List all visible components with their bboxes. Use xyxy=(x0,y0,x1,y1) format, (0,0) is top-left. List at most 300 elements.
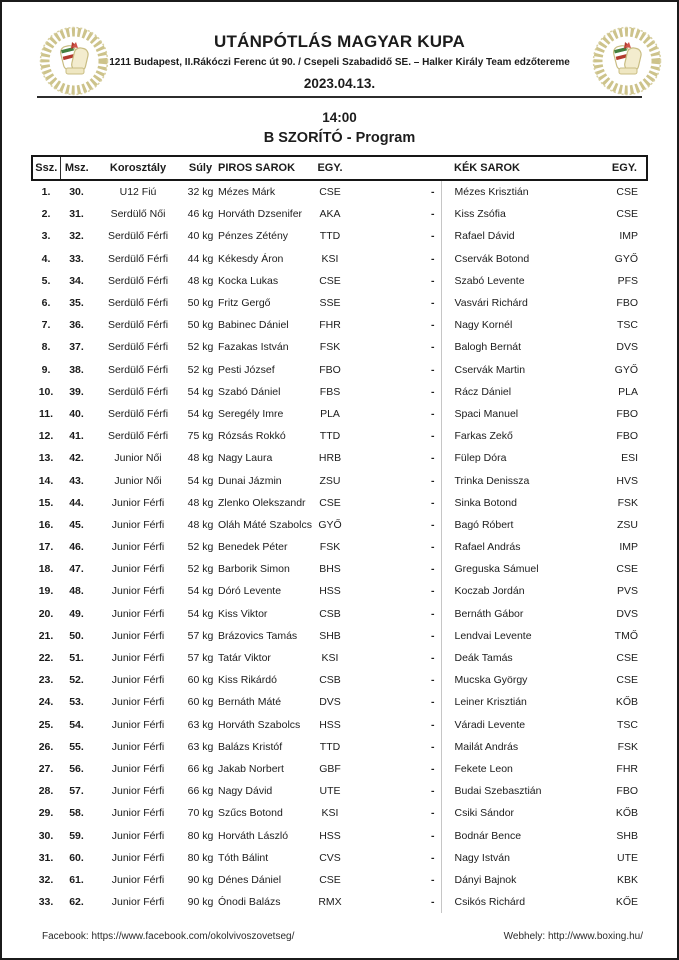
cell-korosztaly: Junior Férfi xyxy=(111,896,165,909)
cell-msz: 54. xyxy=(69,718,84,731)
cell-piros-egy: ZSU xyxy=(319,474,341,487)
cell-piros-name: Bernáth Máté xyxy=(218,696,282,709)
cell-kek-egy: DVS xyxy=(616,341,638,354)
cell-piros-name: Szabó Dániel xyxy=(218,385,281,398)
cell-piros-egy: HSS xyxy=(319,718,341,731)
document-footer xyxy=(42,931,643,942)
table-row xyxy=(32,203,647,225)
cell-piros-egy: SHB xyxy=(319,629,341,642)
cell-ssz: 26. xyxy=(38,740,54,753)
cell-msz: 61. xyxy=(69,873,84,886)
cell-ssz: 21. xyxy=(38,629,54,642)
cell-kek-name: Vasvári Richárd xyxy=(441,292,590,314)
table-row xyxy=(32,447,647,469)
cell-ssz: 11. xyxy=(38,407,54,420)
event-date: 2023.04.13. xyxy=(303,76,376,91)
cell-piros-egy: CSE xyxy=(319,274,341,287)
cell-msz: 33. xyxy=(69,252,84,265)
cell-msz: 41. xyxy=(69,430,84,443)
table-row xyxy=(32,758,647,780)
federation-logo-icon xyxy=(589,24,665,100)
cell-separator: - xyxy=(431,896,435,909)
table-row xyxy=(32,580,647,602)
cell-ssz: 18. xyxy=(38,563,54,576)
cell-kek-egy: FBO xyxy=(616,785,638,798)
cell-korosztaly: Junior Férfi xyxy=(111,496,165,509)
cell-kek-egy: FSK xyxy=(617,496,638,509)
cell-korosztaly: Junior Férfi xyxy=(111,585,165,598)
cell-piros-egy: CSB xyxy=(319,607,341,620)
cell-suly: 70 kg xyxy=(187,807,214,820)
cell-separator: - xyxy=(431,496,435,509)
cell-separator: - xyxy=(431,807,435,820)
cell-kek-egy: CSE xyxy=(616,563,638,576)
cell-kek-egy: TSC xyxy=(617,718,638,731)
cell-suly: 48 kg xyxy=(187,452,214,465)
cell-msz: 38. xyxy=(69,363,84,376)
cell-msz: 60. xyxy=(69,851,84,864)
cell-korosztaly: U12 Fiú xyxy=(119,186,157,199)
cell-separator: - xyxy=(431,851,435,864)
cell-korosztaly: Serdülő Férfi xyxy=(107,341,169,354)
cell-suly: 54 kg xyxy=(187,407,214,420)
cell-piros-name: Nagy Laura xyxy=(218,452,273,465)
cell-kek-name: Fekete Leon xyxy=(441,758,590,780)
cell-msz: 56. xyxy=(69,762,84,775)
cell-kek-name: Dányi Bajnok xyxy=(441,869,590,891)
cell-piros-name: Seregély Imre xyxy=(218,407,284,420)
cell-korosztaly: Serdülő Férfi xyxy=(107,252,169,265)
cell-suly: 52 kg xyxy=(187,363,214,376)
bout-schedule-table xyxy=(31,155,648,913)
cell-suly: 52 kg xyxy=(187,341,214,354)
cell-korosztaly: Serdülő Férfi xyxy=(107,363,169,376)
cell-msz: 48. xyxy=(69,585,84,598)
facebook-link-text: Facebook: https://www.facebook.com/okolvivoszovetseg/ xyxy=(42,931,295,942)
cell-suly: 63 kg xyxy=(187,718,214,731)
cell-ssz: 25. xyxy=(38,718,54,731)
cell-kek-name: Kiss Zsófia xyxy=(441,203,590,225)
cell-kek-name: Nagy István xyxy=(441,847,590,869)
cell-kek-name: Mézes Krisztián xyxy=(441,180,590,203)
cell-separator: - xyxy=(431,430,435,443)
cell-korosztaly: Junior Férfi xyxy=(111,851,165,864)
cell-kek-name: Rafael Dávid xyxy=(441,225,590,247)
cell-separator: - xyxy=(431,718,435,731)
cell-piros-egy: CVS xyxy=(319,851,341,864)
cell-suly: 75 kg xyxy=(187,430,214,443)
cell-msz: 49. xyxy=(69,607,84,620)
cell-piros-name: Tatár Viktor xyxy=(218,652,271,665)
header-ssz: Ssz. xyxy=(32,156,60,180)
cell-piros-egy: TTD xyxy=(319,740,341,753)
cell-piros-egy: CSE xyxy=(319,186,341,199)
cell-korosztaly: Junior Férfi xyxy=(111,829,165,842)
table-row xyxy=(32,314,647,336)
cell-piros-name: Barborik Simon xyxy=(218,563,290,576)
cell-korosztaly: Junior Férfi xyxy=(111,807,165,820)
cell-ssz: 19. xyxy=(38,585,54,598)
cell-separator: - xyxy=(431,652,435,665)
cell-suly: 52 kg xyxy=(187,563,214,576)
cell-suly: 50 kg xyxy=(187,297,214,310)
cell-separator: - xyxy=(431,563,435,576)
cell-suly: 46 kg xyxy=(187,208,214,221)
cell-suly: 40 kg xyxy=(187,230,214,243)
table-row xyxy=(32,292,647,314)
cell-piros-egy: CSE xyxy=(319,873,341,886)
cell-kek-name: Rafael András xyxy=(441,536,590,558)
table-row xyxy=(32,469,647,491)
cell-separator: - xyxy=(431,319,435,332)
cell-msz: 31. xyxy=(69,208,84,221)
cell-ssz: 16. xyxy=(38,518,54,531)
cell-ssz: 8. xyxy=(41,341,51,354)
cell-separator: - xyxy=(431,274,435,287)
cell-ssz: 4. xyxy=(41,252,51,265)
cell-kek-name: Lendvai Levente xyxy=(441,625,590,647)
cell-korosztaly: Junior Férfi xyxy=(111,652,165,665)
cell-piros-egy: KSI xyxy=(321,807,339,820)
cell-piros-egy: SSE xyxy=(319,297,341,310)
table-row xyxy=(32,536,647,558)
header-suly: Súly xyxy=(183,156,218,180)
cell-piros-name: Rózsás Rokkó xyxy=(218,430,286,443)
cell-piros-name: Szűcs Botond xyxy=(218,807,283,820)
cell-piros-name: Dénes Dániel xyxy=(218,873,282,886)
cell-piros-egy: CSB xyxy=(319,674,341,687)
cell-suly: 48 kg xyxy=(187,274,214,287)
cell-separator: - xyxy=(431,696,435,709)
cell-kek-egy: TMŐ xyxy=(614,629,638,642)
cell-kek-egy: PVS xyxy=(616,585,638,598)
cell-kek-egy: UTE xyxy=(617,851,638,864)
cell-piros-name: Fazakas István xyxy=(218,341,289,354)
cell-piros-egy: TTD xyxy=(319,230,341,243)
cell-msz: 51. xyxy=(69,652,84,665)
cell-msz: 47. xyxy=(69,563,84,576)
cell-separator: - xyxy=(431,186,435,199)
cell-separator: - xyxy=(431,873,435,886)
table-row xyxy=(32,248,647,270)
cell-msz: 52. xyxy=(69,674,84,687)
cell-piros-egy: RMX xyxy=(318,896,342,909)
cell-separator: - xyxy=(431,385,435,398)
cell-separator: - xyxy=(431,629,435,642)
cell-separator: - xyxy=(431,785,435,798)
cell-piros-name: Fritz Gergő xyxy=(218,297,271,310)
cell-kek-egy: GYŐ xyxy=(614,252,638,265)
cell-kek-name: Budai Szebasztián xyxy=(441,780,590,802)
cell-msz: 32. xyxy=(69,230,84,243)
cell-suly: 66 kg xyxy=(187,785,214,798)
cell-kek-name: Balogh Bernát xyxy=(441,336,590,358)
cell-suly: 66 kg xyxy=(187,762,214,775)
cell-korosztaly: Serdülő Férfi xyxy=(107,385,169,398)
cell-korosztaly: Serdülő Férfi xyxy=(107,407,169,420)
cell-kek-egy: KBK xyxy=(616,873,638,886)
cell-kek-name: Bernáth Gábor xyxy=(441,603,590,625)
cell-ssz: 24. xyxy=(38,696,54,709)
cell-piros-name: Jakab Norbert xyxy=(218,762,284,775)
table-row xyxy=(32,847,647,869)
cell-suly: 48 kg xyxy=(187,518,214,531)
cell-ssz: 6. xyxy=(41,297,51,310)
table-row xyxy=(32,270,647,292)
table-header-row xyxy=(32,156,647,180)
cell-piros-egy: TTD xyxy=(319,430,341,443)
cell-separator: - xyxy=(431,208,435,221)
cell-piros-name: Kiss Viktor xyxy=(218,607,268,620)
cell-ssz: 2. xyxy=(41,208,51,221)
table-row xyxy=(32,891,647,913)
cell-ssz: 22. xyxy=(38,652,54,665)
document-header xyxy=(2,2,677,147)
cell-kek-egy: FSK xyxy=(617,740,638,753)
cell-korosztaly: Serdülő Női xyxy=(110,208,166,221)
cell-suly: 54 kg xyxy=(187,385,214,398)
session-time: 14:00 xyxy=(322,110,357,125)
cell-piros-name: Dunai Jázmin xyxy=(218,474,282,487)
cell-separator: - xyxy=(431,607,435,620)
cell-ssz: 17. xyxy=(38,541,54,554)
cell-separator: - xyxy=(431,518,435,531)
cell-piros-name: Babinec Dániel xyxy=(218,319,289,332)
cell-kek-name: Váradi Levente xyxy=(441,714,590,736)
cell-msz: 34. xyxy=(69,274,84,287)
cell-korosztaly: Serdülő Férfi xyxy=(107,430,169,443)
cell-msz: 43. xyxy=(69,474,84,487)
cell-suly: 52 kg xyxy=(187,541,214,554)
table-row xyxy=(32,381,647,403)
cell-msz: 30. xyxy=(69,186,84,199)
cell-kek-egy: PFS xyxy=(617,274,638,287)
cell-suly: 57 kg xyxy=(187,629,214,642)
table-row xyxy=(32,425,647,447)
header-spacer xyxy=(363,156,441,180)
table-row xyxy=(32,869,647,891)
cell-korosztaly: Junior Férfi xyxy=(111,740,165,753)
cell-piros-name: Brázovics Tamás xyxy=(218,629,298,642)
cell-kek-name: Szabó Levente xyxy=(441,270,590,292)
cell-piros-name: Balázs Kristóf xyxy=(218,740,283,753)
cell-separator: - xyxy=(431,452,435,465)
cell-korosztaly: Serdülő Férfi xyxy=(107,297,169,310)
cell-ssz: 31. xyxy=(38,851,54,864)
cell-separator: - xyxy=(431,829,435,842)
cell-piros-egy: BHS xyxy=(319,563,341,576)
table-row xyxy=(32,403,647,425)
cell-ssz: 32. xyxy=(38,873,54,886)
cell-piros-egy: KSI xyxy=(321,252,339,265)
cell-korosztaly: Serdülő Férfi xyxy=(107,230,169,243)
table-row xyxy=(32,558,647,580)
cell-msz: 59. xyxy=(69,829,84,842)
table-row xyxy=(32,824,647,846)
table-row xyxy=(32,492,647,514)
cell-kek-name: Mailát András xyxy=(441,736,590,758)
cell-msz: 57. xyxy=(69,785,84,798)
cell-korosztaly: Junior Férfi xyxy=(111,629,165,642)
cell-piros-name: Mézes Márk xyxy=(218,186,276,199)
cell-piros-egy: FBS xyxy=(319,385,341,398)
cell-piros-egy: KSI xyxy=(321,652,339,665)
cell-korosztaly: Serdülő Férfi xyxy=(107,274,169,287)
cell-suly: 32 kg xyxy=(187,186,214,199)
cell-suly: 50 kg xyxy=(187,319,214,332)
cell-korosztaly: Junior Férfi xyxy=(111,541,165,554)
cell-kek-name: Bodnár Bence xyxy=(441,824,590,846)
cell-suly: 54 kg xyxy=(187,607,214,620)
federation-logo-icon xyxy=(36,24,112,100)
cell-kek-name: Mucska György xyxy=(441,669,590,691)
cell-suly: 80 kg xyxy=(187,829,214,842)
cell-piros-name: Benedek Péter xyxy=(218,541,288,554)
cell-msz: 46. xyxy=(69,541,84,554)
cell-ssz: 12. xyxy=(38,430,54,443)
table-row xyxy=(32,736,647,758)
header-divider xyxy=(37,96,642,98)
cell-kek-name: Cservák Botond xyxy=(441,248,590,270)
cell-msz: 45. xyxy=(69,518,84,531)
cell-ssz: 3. xyxy=(41,230,51,243)
cell-kek-egy: CSE xyxy=(616,186,638,199)
venue-address: 1211 Budapest, II.Rákóczi Ferenc út 90. / Csepeli Szabadidő SE. – Halker Király Team edzőtereme xyxy=(109,57,570,68)
cell-separator: - xyxy=(431,341,435,354)
cell-kek-name: Deák Tamás xyxy=(441,647,590,669)
cell-suly: 80 kg xyxy=(187,851,214,864)
cell-separator: - xyxy=(431,363,435,376)
cell-suly: 60 kg xyxy=(187,674,214,687)
cell-ssz: 7. xyxy=(41,319,51,332)
cell-kek-egy: SHB xyxy=(616,829,638,842)
cell-suly: 63 kg xyxy=(187,740,214,753)
cell-kek-name: Farkas Zekő xyxy=(441,425,590,447)
header-egy-kek: EGY. xyxy=(590,156,647,180)
cell-kek-egy: FBO xyxy=(616,297,638,310)
cell-suly: 90 kg xyxy=(187,873,214,886)
cell-kek-name: Nagy Kornél xyxy=(441,314,590,336)
cell-korosztaly: Junior Férfi xyxy=(111,718,165,731)
cell-separator: - xyxy=(431,230,435,243)
cell-kek-egy: HVS xyxy=(616,474,638,487)
cell-ssz: 30. xyxy=(38,829,54,842)
table-row xyxy=(32,336,647,358)
cell-kek-egy: CSE xyxy=(616,208,638,221)
cell-piros-name: Oláh Máté Szabolcs xyxy=(218,518,312,531)
table-row xyxy=(32,802,647,824)
cell-korosztaly: Junior Férfi xyxy=(111,674,165,687)
cell-korosztaly: Junior Férfi xyxy=(111,762,165,775)
cell-kek-egy: TSC xyxy=(617,319,638,332)
cell-piros-name: Horváth Szabolcs xyxy=(218,718,301,731)
cell-piros-name: Pesti József xyxy=(218,363,275,376)
cell-separator: - xyxy=(431,407,435,420)
table-row xyxy=(32,359,647,381)
cell-piros-name: Ónodi Balázs xyxy=(218,896,281,909)
cell-piros-egy: HSS xyxy=(319,585,341,598)
cell-kek-egy: FBO xyxy=(616,407,638,420)
table-row xyxy=(32,691,647,713)
cell-msz: 42. xyxy=(69,452,84,465)
cell-ssz: 10. xyxy=(38,385,54,398)
cell-msz: 36. xyxy=(69,319,84,332)
cell-piros-name: Tóth Bálint xyxy=(218,851,269,864)
table-row xyxy=(32,603,647,625)
cell-msz: 37. xyxy=(69,341,84,354)
cell-korosztaly: Junior Férfi xyxy=(111,696,165,709)
cell-piros-egy: FSK xyxy=(319,541,341,554)
cell-kek-egy: PLA xyxy=(618,385,638,398)
cell-kek-egy: KŐE xyxy=(615,896,638,909)
cell-piros-egy: FSK xyxy=(319,341,341,354)
cell-ssz: 13. xyxy=(38,452,54,465)
header-msz: Msz. xyxy=(60,156,93,180)
table-row xyxy=(32,780,647,802)
cell-kek-name: Spaci Manuel xyxy=(441,403,590,425)
cell-piros-egy: UTE xyxy=(319,785,341,798)
cell-kek-egy: FBO xyxy=(616,430,638,443)
program-title: B SZORÍTÓ - Program xyxy=(263,130,416,146)
cell-separator: - xyxy=(431,252,435,265)
header-kek-sarok: KÉK SAROK xyxy=(441,156,590,180)
cell-kek-name: Leiner Krisztián xyxy=(441,691,590,713)
cell-ssz: 20. xyxy=(38,607,54,620)
cell-separator: - xyxy=(431,674,435,687)
cell-msz: 39. xyxy=(69,385,84,398)
cell-piros-egy: GBF xyxy=(319,762,341,775)
cell-separator: - xyxy=(431,740,435,753)
cell-piros-name: Pénzes Zétény xyxy=(218,230,289,243)
cell-kek-name: Koczab Jordán xyxy=(441,580,590,602)
cell-separator: - xyxy=(431,762,435,775)
cell-ssz: 23. xyxy=(38,674,54,687)
cell-kek-name: Sinka Botond xyxy=(441,492,590,514)
cell-msz: 55. xyxy=(69,740,84,753)
cell-suly: 60 kg xyxy=(187,696,214,709)
table-row xyxy=(32,625,647,647)
cell-kek-name: Csiki Sándor xyxy=(441,802,590,824)
table-row xyxy=(32,669,647,691)
cell-separator: - xyxy=(431,585,435,598)
cell-suly: 54 kg xyxy=(187,585,214,598)
table-row xyxy=(32,180,647,203)
cell-ssz: 5. xyxy=(41,274,51,287)
cell-korosztaly: Junior Férfi xyxy=(111,873,165,886)
cell-kek-name: Bagó Róbert xyxy=(441,514,590,536)
cell-kek-name: Trinka Denissza xyxy=(441,469,590,491)
cell-ssz: 15. xyxy=(38,496,54,509)
cell-kek-egy: CSE xyxy=(616,652,638,665)
cell-kek-egy: KŐB xyxy=(615,807,638,820)
cell-piros-egy: GYŐ xyxy=(318,518,342,531)
cell-ssz: 9. xyxy=(41,363,51,376)
cell-piros-name: Zlenko Olekszandr xyxy=(218,496,306,509)
header-korosztaly: Korosztály xyxy=(93,156,183,180)
cell-kek-egy: DVS xyxy=(616,607,638,620)
cell-piros-name: Kékesdy Áron xyxy=(218,252,284,265)
webhely-link-text: Webhely: http://www.boxing.hu/ xyxy=(503,931,643,942)
header-piros-sarok: PIROS SAROK xyxy=(218,156,297,180)
cell-kek-name: Fülep Dóra xyxy=(441,447,590,469)
cell-suly: 48 kg xyxy=(187,496,214,509)
cell-piros-egy: PLA xyxy=(320,407,340,420)
cell-piros-name: Kocka Lukas xyxy=(218,274,279,287)
cell-msz: 53. xyxy=(69,696,84,709)
cell-ssz: 1. xyxy=(41,186,51,199)
cell-suly: 57 kg xyxy=(187,652,214,665)
cell-piros-egy: HSS xyxy=(319,829,341,842)
